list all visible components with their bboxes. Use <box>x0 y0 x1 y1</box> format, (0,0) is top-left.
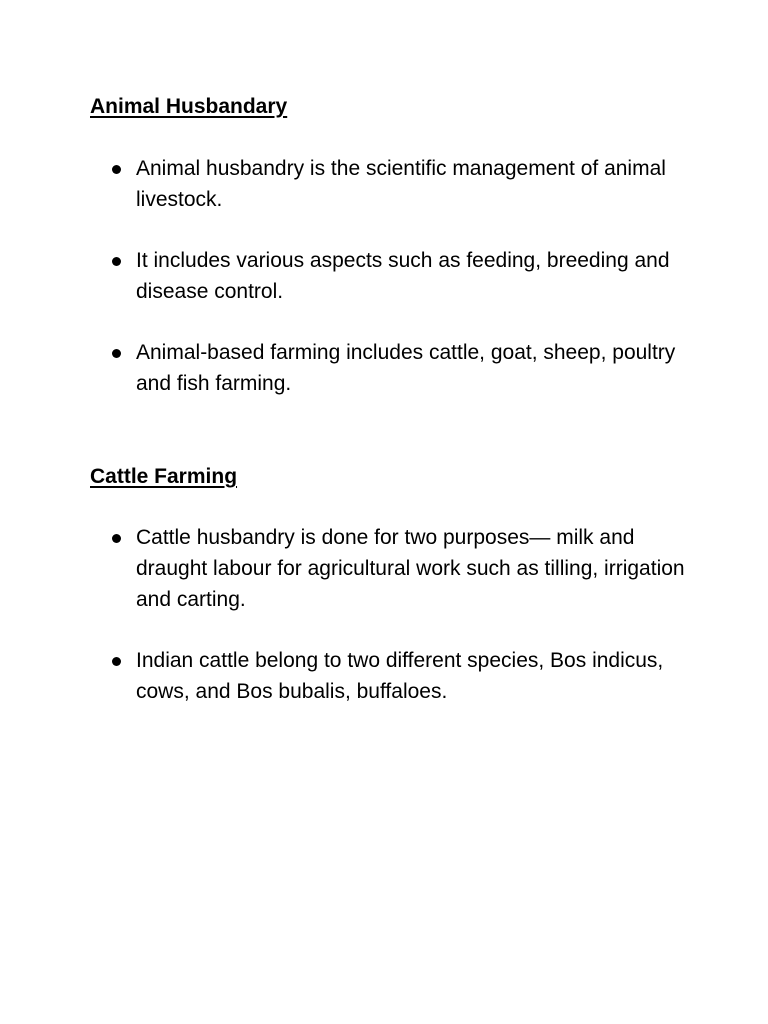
list-item <box>108 337 708 399</box>
bullet-icon <box>112 165 121 174</box>
section-heading-cattle-farming: Cattle Farming <box>90 465 238 488</box>
list-item-text: It includes various aspects such as feeding, breeding and disease control. <box>136 249 670 303</box>
bullet-icon <box>112 534 121 543</box>
bullet-icon <box>112 257 121 266</box>
list-item <box>108 153 708 215</box>
list-item-text: Animal husbandry is the scientific management of animal livestock. <box>136 157 666 211</box>
section-heading-animal-husbandry: Animal Husbandary <box>90 95 288 118</box>
bullet-list-cattle-farming <box>108 522 708 737</box>
list-item-text: Animal-based farming includes cattle, goat, sheep, poultry and fish farming. <box>136 341 676 395</box>
list-item <box>108 522 708 615</box>
list-item-text: Cattle husbandry is done for two purposes— milk and draught labour for agricultural work such as tilling, irrigation and carting. <box>136 526 685 611</box>
list-item <box>108 245 708 307</box>
bullet-list-animal-husbandry <box>108 153 708 429</box>
bullet-icon <box>112 349 121 358</box>
bullet-icon <box>112 657 121 666</box>
list-item-text: Indian cattle belong to two different species, Bos indicus, cows, and Bos bubalis, buffaloes. <box>136 649 664 703</box>
list-item <box>108 645 708 707</box>
